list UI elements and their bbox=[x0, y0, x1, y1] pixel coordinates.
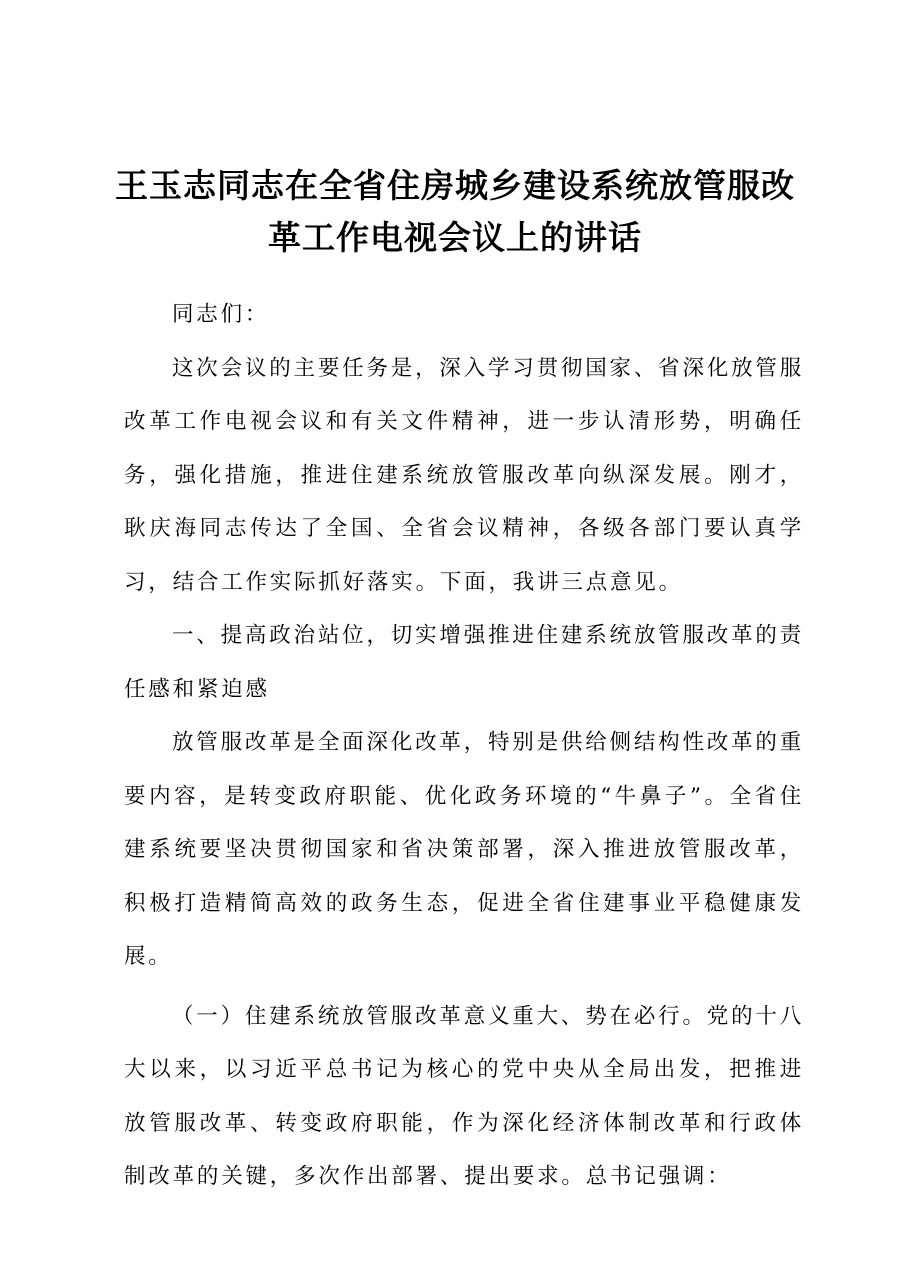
section-heading-paragraph: 一、提高政治站位，切实增强推进住建系统放管服改革的责任感和紧迫感 bbox=[124, 623, 804, 702]
document-body bbox=[124, 288, 804, 1204]
intro-paragraph: 这次会议的主要任务是，深入学习贯彻国家、省深化放管服改革工作电视会议和有关文件精神，进一步认清形势，明确任务，强化措施，推进住建系统放管服改革向纵深发展。刚才，耿庆海同志传达了全国、全省会议精神，各级各部门要认真学习，结合工作实际抓好落实。下面，我讲三点意见。 bbox=[124, 355, 804, 595]
body-paragraph: 放管服改革是全面深化改革，特别是供给侧结构性改革的重要内容，是转变政府职能、优化政务环境的“牛鼻子”。全省住建系统要坚决贯彻国家和省决策部署，深入推进放管服改革，积极打造精简高效的政务生态，促进全省住建事业平稳健康发展。 bbox=[124, 730, 804, 969]
salutation-paragraph: 同志们： bbox=[172, 302, 270, 327]
subsection-paragraph: （一）住建系统放管服改革意义重大、势在必行。党的十八大以来，以习近平总书记为核心的党中央从全局出发，把推进放管服改革、转变政府职能，作为深化经济体制改革和行政体制改革的关键，多次作出部署、提出要求。总书记强调： bbox=[124, 1003, 804, 1189]
document-title bbox=[100, 160, 810, 264]
title-line-2: 革工作电视会议上的讲话 bbox=[268, 218, 642, 257]
title-line-1: 王玉志同志在全省住房城乡建设系统放管服改 bbox=[115, 166, 795, 205]
